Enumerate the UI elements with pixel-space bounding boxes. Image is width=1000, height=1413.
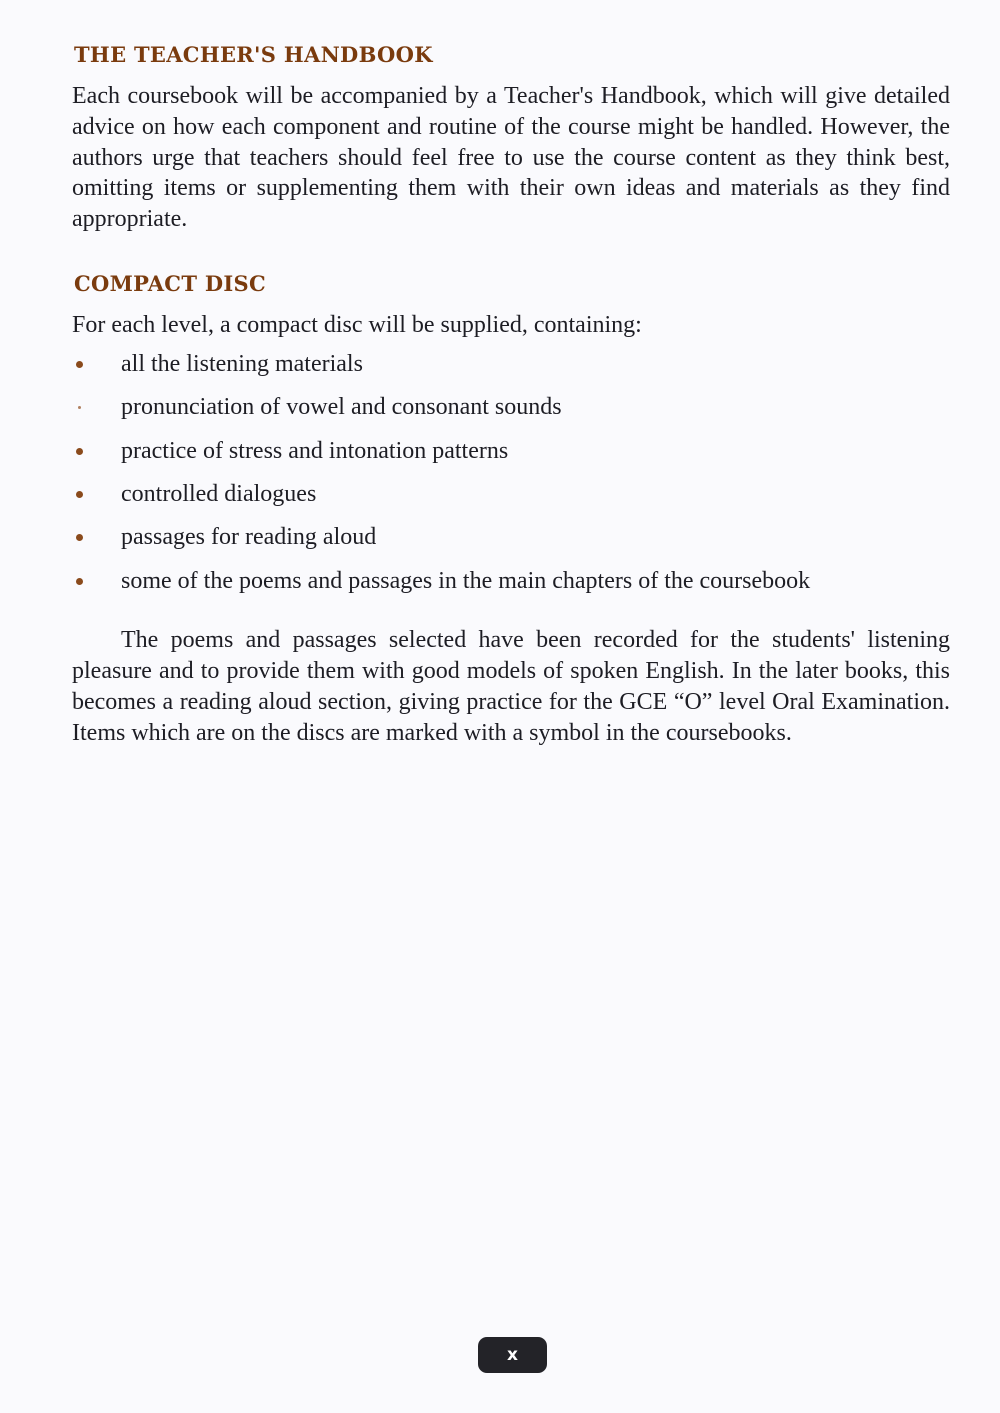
list-item-text: practice of stress and intonation patterns xyxy=(121,437,509,464)
page-content xyxy=(72,42,950,748)
list-item-text: some of the poems and passages in the main chapters of the coursebook xyxy=(121,567,811,594)
bullet-icon xyxy=(76,361,83,368)
page-number-badge: x xyxy=(478,1337,547,1373)
compact-disc-contents-list xyxy=(72,349,950,609)
list-item-text: passages for reading aloud xyxy=(121,524,377,551)
bullet-icon xyxy=(76,578,83,585)
list-item xyxy=(72,349,950,392)
compact-disc-closing-paragraph: The poems and passages selected have been recorded for the students' listening pleasure and to provide them with good models of spoken English. In the later books, this becomes a reading aloud section, giving practice for the GCE “O” level Oral Examination. Items which are on the discs are marked with a symbol in the coursebooks. xyxy=(72,627,950,746)
bullet-icon xyxy=(76,491,83,498)
bullet-icon xyxy=(78,406,81,409)
list-item-text: pronunciation of vowel and consonant sounds xyxy=(121,394,562,421)
list-item xyxy=(72,566,950,609)
list-item xyxy=(72,522,950,565)
list-item xyxy=(72,436,950,479)
list-item-text: all the listening materials xyxy=(121,350,363,377)
list-item xyxy=(72,392,950,435)
teachers-handbook-heading: THE TEACHER'S HANDBOOK xyxy=(74,42,433,67)
bullet-icon xyxy=(76,448,83,455)
list-item xyxy=(72,479,950,522)
teachers-handbook-paragraph: Each coursebook will be accompanied by a Teacher's Handbook, which will give detailed advice on how each component and routine of the course might be handled. However, the authors urge that teachers should feel free to use the course content as they think best, omitting items or supplementing them with their own ideas and materials as they find appropriate. xyxy=(72,83,950,233)
bullet-icon xyxy=(76,534,83,541)
compact-disc-heading: COMPACT DISC xyxy=(74,270,266,296)
list-item-text: controlled dialogues xyxy=(121,480,317,507)
compact-disc-intro: For each level, a compact disc will be supplied, containing: xyxy=(72,311,642,338)
